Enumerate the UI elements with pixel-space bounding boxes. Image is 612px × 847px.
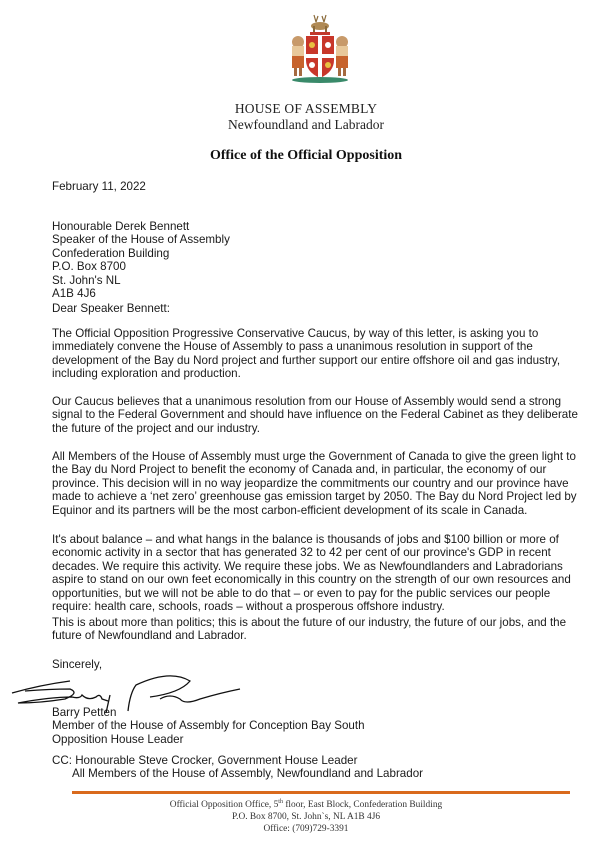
footer-superscript: th <box>278 798 283 805</box>
cc-block <box>52 754 587 781</box>
footer-text: Official Opposition Office, 5 <box>169 800 279 810</box>
closing: Sincerely, <box>52 658 103 671</box>
body-paragraph: The Official Opposition Progressive Conservative Caucus, by way of this letter, is asking you to immediately convene the House of Assembly to pass a unanimous resolution in support of the development of the Bay du Nord project and further support our entire offshore oil and gas industry, including exploration and production. <box>52 327 561 381</box>
recipient-line: A1B 4J6 <box>52 286 96 300</box>
signer-title: Member of the House of Assembly for Conception Bay South <box>52 719 365 733</box>
footer-address-line <box>0 800 612 810</box>
footer-divider <box>72 791 570 794</box>
cc-line: CC: Honourable Steve Crocker, Government House Leader <box>52 754 358 767</box>
body-paragraph: This is about more than politics; this is about the future of our industry, the future of our jobs, and the future of Newfoundland and Labrador. <box>52 616 567 643</box>
recipient-line: St. John's NL <box>52 273 121 287</box>
recipient-line: Honourable Derek Bennett <box>52 220 190 233</box>
salutation: Dear Speaker Bennett: <box>52 302 170 315</box>
letter-date: February 11, 2022 <box>52 180 146 193</box>
recipient-address <box>52 220 587 300</box>
signer-title: Opposition House Leader <box>52 732 184 746</box>
cc-line: All Members of the House of Assembly, Newfoundland and Labrador <box>72 767 424 781</box>
letterhead-subtitle: Newfoundland and Labrador <box>228 117 384 132</box>
footer-mailing-line: P.O. Box 8700, St. John`s, NL A1B 4J6 <box>231 812 381 822</box>
body-paragraph: All Members of the House of Assembly must urge the Government of Canada to give the green light to the Bay du Nord Project to benefit the economy of Canada and, in particular, the economy of our province. This decision will in no way jeopardize the commitments our country and our province have made to achieve a ‘net zero’ greenhouse gas emission target by 2050. The Bay du Nord Project led by Equinor and its partners will be the most carbon-efficient development of its scale in Canada. <box>52 450 577 517</box>
recipient-line: Confederation Building <box>52 246 170 260</box>
recipient-line: Speaker of the House of Assembly <box>52 233 230 247</box>
body-paragraph: Our Caucus believes that a unanimous resolution from our House of Assembly would send a strong signal to the Federal Government and should have influence on the Federal Cabinet as they deliberate the future of the project and our industry. <box>52 395 578 435</box>
recipient-line: P.O. Box 8700 <box>52 260 126 274</box>
footer-phone-line: Office: (709)729-3391 <box>263 824 349 834</box>
signer-block <box>52 706 587 746</box>
signer-name: Barry Petten <box>52 706 117 719</box>
letterhead-title: HOUSE OF ASSEMBLY <box>234 101 378 116</box>
office-heading: Office of the Official Opposition <box>209 148 403 163</box>
body-paragraph: It's about balance – and what hangs in the balance is thousands of jobs and $100 billion or more of economic activity in a sector that has generated 32 to 42 per cent of our province's GDP in recent decades. We require this activity. We require these jobs. We as Newfoundlanders and Labradorians aspire to stand on our own feet economically in this country on the strength of our own resources and opportunities, but we will not be able to do that – or even to pay for the public services our people require: health care, schools, roads – without a prosperous offshore industry. <box>52 533 571 614</box>
coat-of-arms-icon <box>286 12 354 84</box>
footer-text: floor, East Block, Confederation Building <box>282 800 443 810</box>
